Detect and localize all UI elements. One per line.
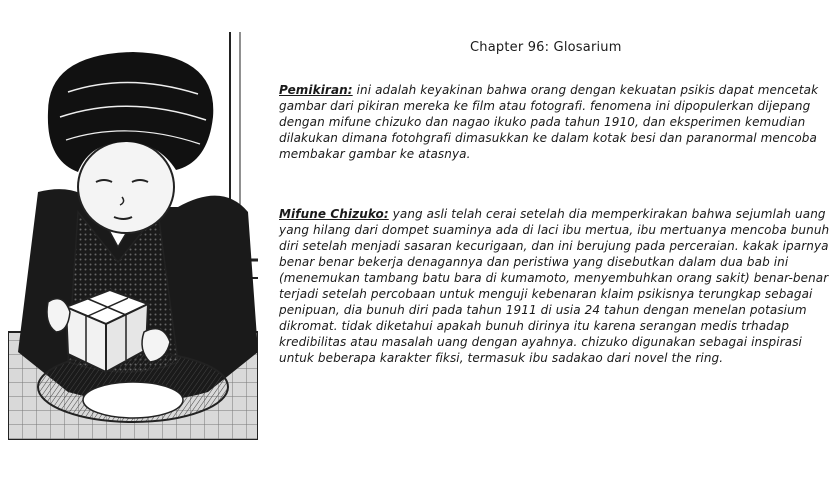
glossary-definition: yang asli telah cerai setelah dia memperkirakan bahwa sejumlah uang yang hilang dari dompet suaminya ada di laci ibu mertua, ibu mertuanya mencoba bunuh diri setelah menjadi sasaran kecurigaan, dan ini berujung pada perceraian. kakak iparnya benar benar bekerja denagannya dan peristiwa yang disebutkan dalam dua bab ini (menemukan tambang batu bara di kumamoto, menyembuhkan orang sakit) benar-benar terjadi setelah percobaan untuk menguji kebenaran klaim psikisnya terungkap sebagai penipuan, dia bunuh diri pada tahun 1911 di usia 24 tahun dengan menelan potasium dikromat. tidak diketahui apakah bunuh dirinya itu karena serangan medis trhadap kredibilitas atau masalah uang dengan ayahnya. chizuko digunakan sebagai inspirasi untuk beberapa karakter fiksi, termasuk ibu sadakao dari novel the ring. (279, 207, 830, 365)
glossary-entry-pemikiran (279, 82, 827, 162)
girl-holding-box-drawing (8, 32, 258, 440)
glossary-definition: ini adalah keyakinan bahwa orang dengan kekuatan psikis dapat mencetak gambar dari pikiran mereka ke film atau fotografi. fenomena ini dipopulerkan dijepang dengan mifune chizuko dan nagao ikuko pada tahun 1910, dan eksperimen kemudian dilakukan dimana fotohgrafi dimasukkan ke dalam kotak besi dan paranormal mencoba membakar gambar ke atasnya. (279, 83, 819, 161)
glossary-entry-mifune-chizuko (279, 206, 833, 366)
glossary-term: Mifune Chizuko: (279, 207, 389, 221)
glossary-term: Pemikiran: (279, 83, 353, 97)
page-title: Chapter 96: Glosarium (470, 40, 622, 55)
manga-illustration (8, 32, 258, 440)
